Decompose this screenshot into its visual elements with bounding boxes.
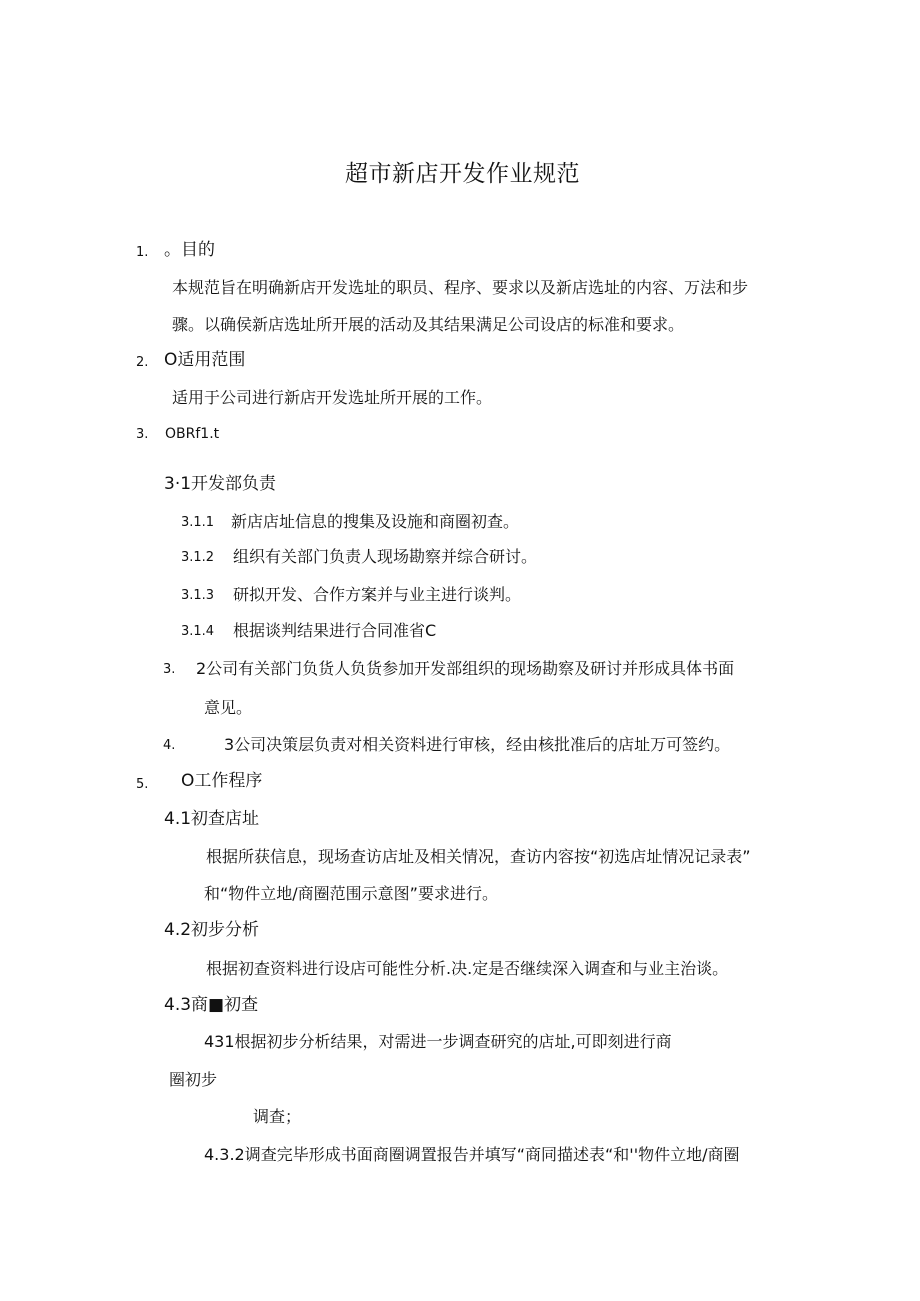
item-number: 3. — [163, 662, 176, 677]
paragraph-line: 适用于公司进行新店开发选址所开展的工作。 — [172, 388, 493, 407]
subsection-heading: 3·1开发部负责 — [164, 474, 277, 494]
item-text: 根据谈判结果进行合同准省C — [233, 621, 437, 640]
item-number: 3.1.1 — [181, 515, 215, 530]
paragraph-line: 圈初步 — [169, 1070, 218, 1089]
page-title: 超市新店开发作业规范 — [345, 161, 580, 187]
item-text-continued: 意见。 — [204, 698, 253, 717]
item-text: 组织有关部门负责人现场勘察并综合研讨。 — [233, 547, 538, 566]
paragraph-line: 根据所获信息，现场查访店址及相关情况，查访内容按“初选店址情况记录表” — [206, 847, 751, 866]
item-number: 4. — [163, 738, 176, 753]
paragraph-line: 本规范旨在明确新店开发选址的职员、程序、要求以及新店选址的内容、万法和步 — [172, 278, 749, 297]
item-text: 3公司决策层负责对相关资料进行审核，经由核批准后的店址万可签约。 — [224, 735, 731, 754]
section-heading: 。目的 — [164, 240, 215, 260]
paragraph-line: 骤。以确侯新店选址所开展的活动及其结果满足公司设店的标准和要求。 — [172, 315, 685, 334]
section-heading: O适用范围 — [164, 350, 246, 370]
item-text: 研拟开发、合作方案并与业主进行谈判。 — [233, 585, 522, 604]
section-number: 2. — [136, 355, 149, 370]
subsection-heading: 4.2初步分析 — [164, 920, 260, 940]
paragraph-line: 4.3.2调查完毕形成书面商圈调置报告并填写“商同描述表“和''物件立地/商圈 — [204, 1145, 740, 1164]
section-heading: O工作程序 — [181, 771, 263, 791]
item-number: 3.1.4 — [181, 624, 215, 639]
paragraph-line: 和“物件立地/商圈范围示意图”要求进行。 — [204, 884, 498, 903]
section-number: 3. — [136, 427, 149, 442]
item-text: 2公司有关部门负货人负货参加开发部组织的现场勘察及研讨并形成具体书面 — [196, 659, 735, 678]
item-number: 3.1.3 — [181, 588, 215, 603]
paragraph-line: 431根据初步分析结果，对需进一步调查研究的店址,可即刻进行商 — [204, 1032, 672, 1051]
item-number: 3.1.2 — [181, 550, 215, 565]
section-number: 5. — [136, 777, 149, 792]
section-heading: OBRf1.t — [165, 426, 220, 442]
paragraph-line: 根据初查资料进行设店可能性分析.决.定是否继续深入调查和与业主治谈。 — [206, 959, 729, 978]
item-text: 新店店址信息的搜集及设施和商圈初查。 — [231, 512, 520, 531]
section-number: 1. — [136, 245, 149, 260]
paragraph-line: 调查； — [253, 1107, 302, 1126]
subsection-heading: 4.3商■初查 — [164, 995, 259, 1015]
subsection-heading: 4.1初查店址 — [164, 809, 260, 829]
